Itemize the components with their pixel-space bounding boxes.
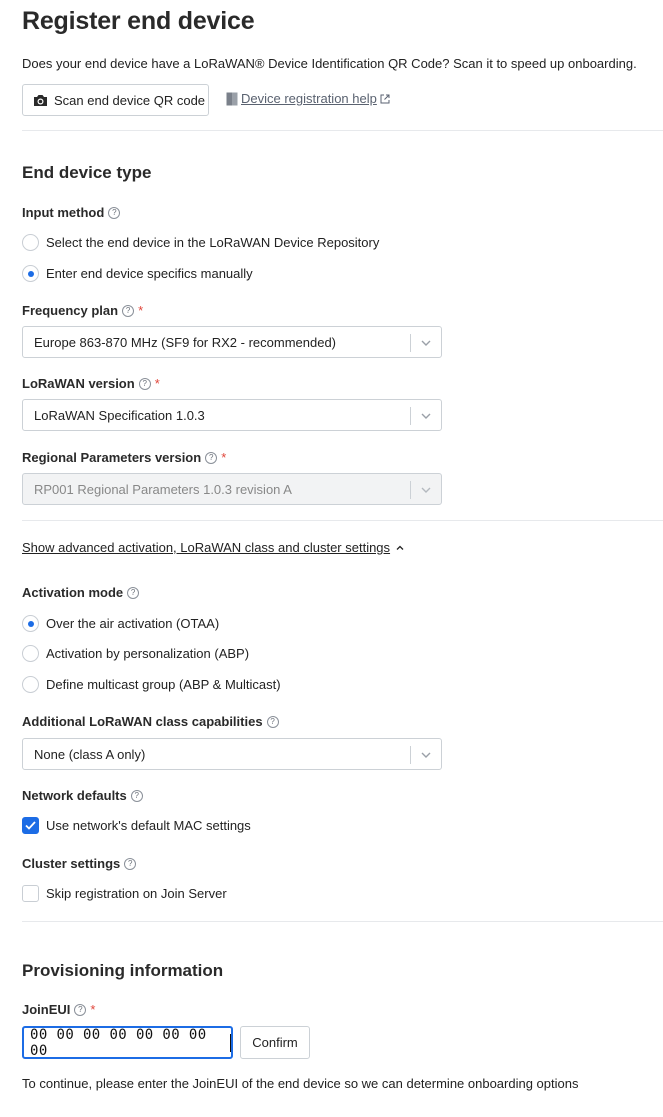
book-icon [226,92,238,106]
help-icon[interactable]: ? [139,378,151,390]
input-method-label-text: Input method [22,205,105,220]
chevron-down-icon [420,749,432,761]
regional-parameters-value: RP001 Regional Parameters 1.0.3 revision A [34,481,292,497]
confirm-button[interactable]: Confirm [240,1026,310,1059]
page-title: Register end device [22,7,255,35]
class-capabilities-label-text: Additional LoRaWAN class capabilities [22,714,263,729]
lorawan-version-value: LoRaWAN Specification 1.0.3 [34,407,205,423]
radio-activation-abp[interactable] [22,645,249,662]
scan-qr-button[interactable] [22,84,209,116]
joineui-label-text: JoinEUI [22,1002,71,1017]
help-icon[interactable]: ? [205,452,217,464]
help-icon[interactable]: ? [122,305,134,317]
frequency-plan-select[interactable] [22,326,442,358]
select-separator [410,746,411,764]
frequency-plan-label [22,303,143,318]
chevron-down-icon [420,337,432,349]
lorawan-version-select[interactable] [22,399,442,431]
network-defaults-label-text: Network defaults [22,788,127,803]
radio-label: Activation by personalization (ABP) [46,646,250,661]
frequency-plan-value: Europe 863-870 MHz (SF9 for RX2 - recommended) [34,334,337,350]
device-registration-help-link[interactable] [226,91,390,106]
radio-button[interactable] [22,265,39,282]
external-link-icon [380,94,390,104]
divider [22,520,663,521]
select-separator [410,481,411,499]
cluster-settings-label-text: Cluster settings [22,856,121,871]
chevron-down-icon [420,484,432,496]
network-defaults-label [22,788,143,803]
help-icon[interactable]: ? [127,587,139,599]
advanced-settings-toggle[interactable] [22,540,405,555]
joineui-value: 00 00 00 00 00 00 00 00 [30,1026,207,1059]
advanced-settings-label: Show advanced activation, LoRaWAN class and cluster settings [22,540,391,555]
class-capabilities-value: None (class A only) [34,746,146,762]
cluster-settings-label [22,856,136,871]
radio-button[interactable] [22,676,39,693]
onboarding-note: To continue, please enter the JoinEUI of the end device so we can determine onboarding options [22,1076,579,1091]
required-marker: * [138,303,144,318]
scan-qr-label: Scan end device QR code [54,92,206,108]
radio-input-method-manual[interactable] [22,265,253,282]
input-method-label [22,205,120,220]
class-capabilities-label [22,714,279,729]
radio-label: Enter end device specifics manually [46,266,253,281]
regional-parameters-select [22,473,442,505]
page-description: Does your end device have a LoRaWAN® Device Identification QR Code? Scan it to speed up onboarding. [22,56,637,71]
radio-button[interactable] [22,234,39,251]
joineui-input[interactable] [22,1026,233,1059]
help-link-label: Device registration help [241,91,377,106]
activation-mode-label [22,585,139,600]
chevron-down-icon [420,410,432,422]
activation-mode-label-text: Activation mode [22,585,124,600]
lorawan-version-label-text: LoRaWAN version [22,376,135,391]
checkbox[interactable] [22,817,39,834]
radio-label: Select the end device in the LoRaWAN Device Repository [46,235,380,250]
checkbox-label: Use network's default MAC settings [46,818,251,833]
checkbox[interactable] [22,885,39,902]
help-icon[interactable]: ? [124,858,136,870]
radio-input-method-repository[interactable] [22,234,379,251]
checkbox-label: Skip registration on Join Server [46,886,227,901]
required-marker: * [90,1002,96,1017]
required-marker: * [154,376,160,391]
joineui-label [22,1002,95,1017]
checkbox-skip-join-server[interactable] [22,885,227,902]
radio-label: Define multicast group (ABP & Multicast) [46,677,281,692]
camera-icon [33,94,48,107]
required-marker: * [221,450,227,465]
lorawan-version-label [22,376,160,391]
text-caret [230,1034,231,1052]
help-icon[interactable]: ? [267,716,279,728]
class-capabilities-select[interactable] [22,738,442,770]
radio-activation-multicast[interactable] [22,676,281,693]
divider [22,921,663,922]
regional-parameters-label [22,450,226,465]
checkmark-icon [25,821,36,830]
select-separator [410,334,411,352]
select-separator [410,407,411,425]
help-icon[interactable]: ? [74,1004,86,1016]
section-heading-provisioning: Provisioning information [22,961,224,980]
radio-button[interactable] [22,645,39,662]
radio-activation-otaa[interactable] [22,615,219,632]
frequency-plan-label-text: Frequency plan [22,303,119,318]
radio-label: Over the air activation (OTAA) [46,616,220,631]
help-icon[interactable]: ? [131,790,143,802]
chevron-up-icon [395,543,405,553]
radio-button[interactable] [22,615,39,632]
section-heading-end-device-type: End device type [22,163,152,182]
help-icon[interactable]: ? [108,207,120,219]
regional-parameters-label-text: Regional Parameters version [22,450,202,465]
checkbox-network-defaults[interactable] [22,817,251,834]
divider [22,130,663,131]
